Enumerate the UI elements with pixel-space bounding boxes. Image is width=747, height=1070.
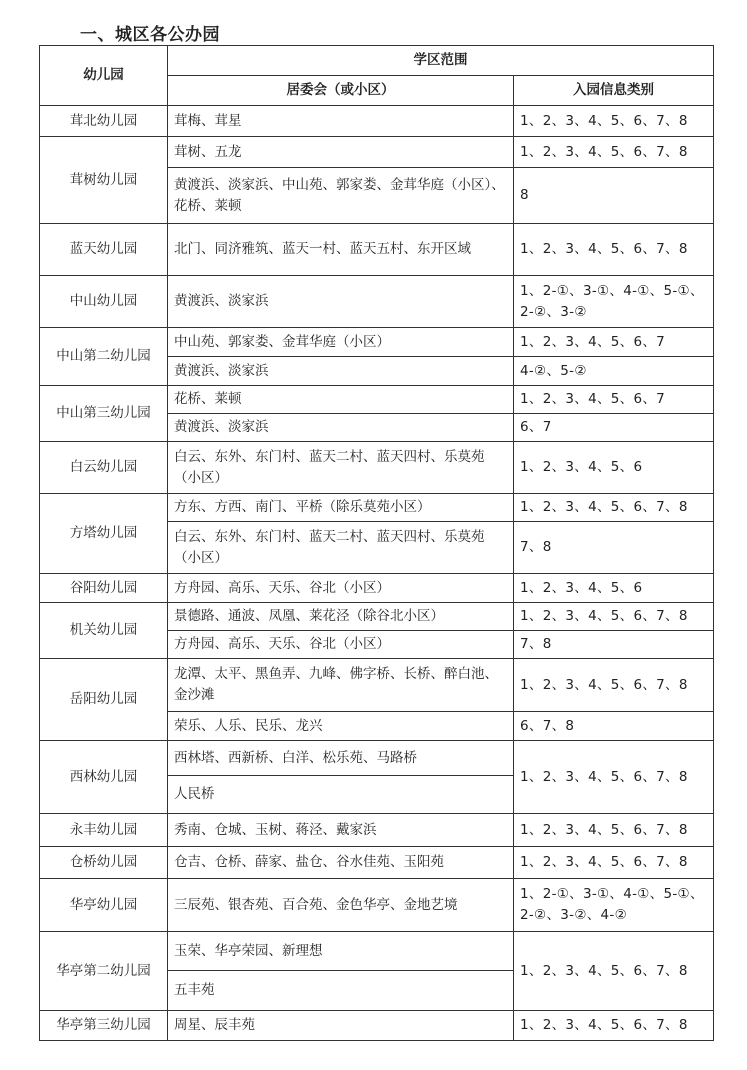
community-cell: 西林塔、西新桥、白洋、松乐苑、马路桥 [168,741,514,776]
kindergarten-district-table [39,45,714,1041]
category-cell: 1、2、3、4、5、6、7 [514,386,714,414]
community-cell: 白云、东外、东门村、蓝天二村、蓝天四村、乐莫苑（小区） [168,442,514,494]
community-cell: 方东、方西、南门、平桥（除乐莫苑小区） [168,494,514,522]
community-cell: 玉荣、华亭荣园、新理想 [168,932,514,971]
kindergarten-name: 机关幼儿园 [40,603,168,659]
community-cell: 秀南、仓城、玉树、蒋泾、戴家浜 [168,814,514,847]
category-cell: 8 [514,168,714,224]
kindergarten-name: 华亭第三幼儿园 [40,1011,168,1041]
table-row [40,574,714,603]
community-cell: 景德路、通波、凤凰、莱花泾（除谷北小区） [168,603,514,631]
table-row [40,276,714,328]
table-row [40,932,714,971]
community-cell: 花桥、莱顿 [168,386,514,414]
category-cell: 1、2、3、4、5、6、7、8 [514,106,714,137]
kindergarten-name: 中山幼儿园 [40,276,168,328]
kindergarten-name: 岳阳幼儿园 [40,659,168,741]
section-title: 一、城区各公办园 [80,25,220,45]
community-cell: 茸树、五龙 [168,137,514,168]
kindergarten-name: 方塔幼儿园 [40,494,168,574]
category-cell: 1、2、3、4、5、6、7、8 [514,603,714,631]
community-cell: 五丰苑 [168,971,514,1011]
community-cell: 龙潭、太平、黑鱼弄、九峰、佛字桥、长桥、醉白池、金沙滩 [168,659,514,712]
community-cell: 三辰苑、银杏苑、百合苑、金色华亭、金地艺境 [168,879,514,932]
category-cell: 7、8 [514,631,714,659]
category-cell: 4-②、5-② [514,357,714,386]
table-row [40,659,714,712]
table-row [40,741,714,776]
category-cell: 1、2、3、4、5、6、7、8 [514,659,714,712]
community-cell: 茸梅、茸星 [168,106,514,137]
kindergarten-name: 茸北幼儿园 [40,106,168,137]
community-cell: 中山苑、郭家娄、金茸华庭（小区） [168,328,514,357]
table-row [40,106,714,137]
table-row [40,328,714,357]
table-row [40,603,714,631]
table-row [40,814,714,847]
community-cell: 荣乐、人乐、民乐、龙兴 [168,712,514,741]
category-cell: 6、7 [514,414,714,442]
header-community: 居委会（或小区） [168,76,514,106]
community-cell: 方舟园、高乐、天乐、谷北（小区） [168,631,514,659]
header-category: 入园信息类别 [514,76,714,106]
kindergarten-name: 华亭幼儿园 [40,879,168,932]
category-cell: 1、2、3、4、5、6 [514,442,714,494]
header-district-range: 学区范围 [168,46,714,76]
community-cell: 黄渡浜、淡家浜 [168,357,514,386]
kindergarten-name: 西林幼儿园 [40,741,168,814]
table-body [40,106,714,1041]
category-cell: 1、2、3、4、5、6 [514,574,714,603]
category-cell: 1、2、3、4、5、6、7、8 [514,814,714,847]
kindergarten-name: 华亭第二幼儿园 [40,932,168,1011]
kindergarten-name: 中山第三幼儿园 [40,386,168,442]
kindergarten-name: 中山第二幼儿园 [40,328,168,386]
kindergarten-name: 白云幼儿园 [40,442,168,494]
community-cell: 北门、同济雅筑、蓝天一村、蓝天五村、东开区域 [168,224,514,276]
table-row [40,137,714,168]
category-cell: 1、2、3、4、5、6、7、8 [514,137,714,168]
table-row [40,847,714,879]
table-row [40,442,714,494]
community-cell: 白云、东外、东门村、蓝天二村、蓝天四村、乐莫苑（小区） [168,522,514,574]
category-cell: 1、2、3、4、5、6、7、8 [514,1011,714,1041]
category-cell: 6、7、8 [514,712,714,741]
community-cell: 黄渡浜、淡家浜 [168,414,514,442]
community-cell: 人民桥 [168,776,514,814]
table-row [40,879,714,932]
kindergarten-name: 仓桥幼儿园 [40,847,168,879]
kindergarten-name: 谷阳幼儿园 [40,574,168,603]
category-cell: 1、2、3、4、5、6、7、8 [514,224,714,276]
category-cell: 1、2、3、4、5、6、7、8 [514,494,714,522]
table-row [40,1011,714,1041]
category-cell: 7、8 [514,522,714,574]
community-cell: 黄渡浜、淡家浜 [168,276,514,328]
category-cell: 1、2-①、3-①、4-①、5-①、2-②、3-② [514,276,714,328]
category-cell: 1、2、3、4、5、6、7、8 [514,932,714,1011]
community-cell: 周星、辰丰苑 [168,1011,514,1041]
community-cell: 仓吉、仓桥、薛家、盐仓、谷水佳苑、玉阳苑 [168,847,514,879]
kindergarten-name: 永丰幼儿园 [40,814,168,847]
category-cell: 1、2-①、3-①、4-①、5-①、2-②、3-②、4-② [514,879,714,932]
community-cell: 方舟园、高乐、天乐、谷北（小区） [168,574,514,603]
header-kindergarten: 幼儿园 [40,46,168,106]
category-cell: 1、2、3、4、5、6、7、8 [514,847,714,879]
table-row [40,494,714,522]
community-cell: 黄渡浜、淡家浜、中山苑、郭家娄、金茸华庭（小区）、花桥、莱顿 [168,168,514,224]
category-cell: 1、2、3、4、5、6、7、8 [514,741,714,814]
table-row [40,386,714,414]
category-cell: 1、2、3、4、5、6、7 [514,328,714,357]
kindergarten-name: 茸树幼儿园 [40,137,168,224]
kindergarten-name: 蓝天幼儿园 [40,224,168,276]
table-row [40,224,714,276]
